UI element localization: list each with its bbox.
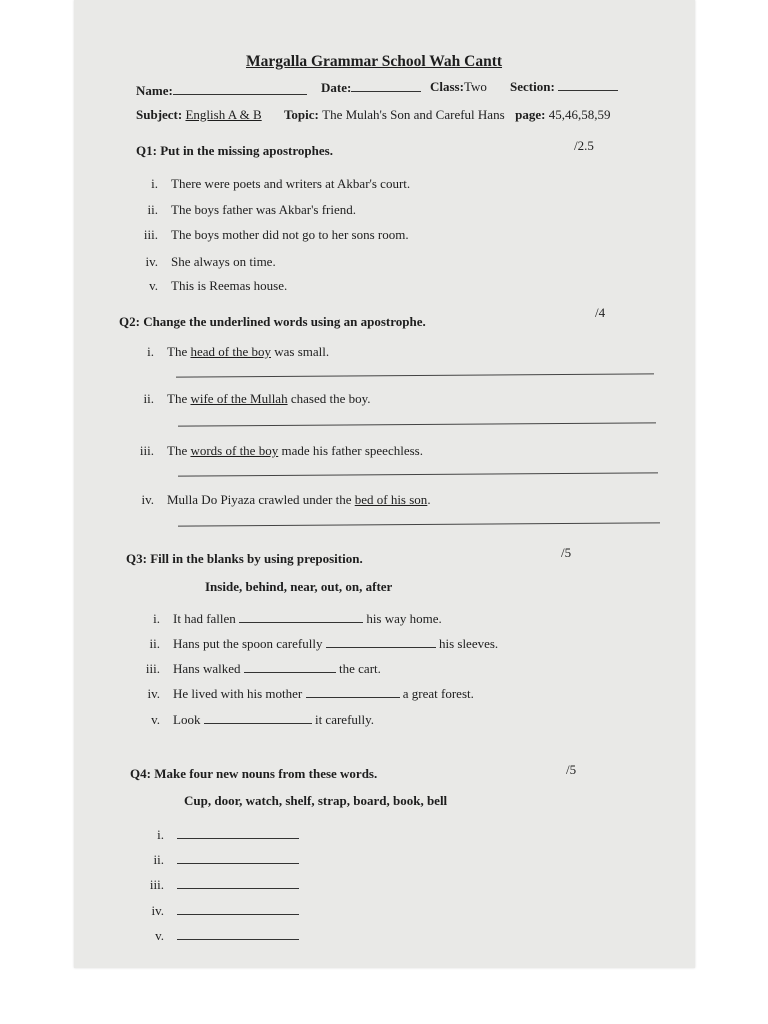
q1-item: iii. The boys mother did not go to her sons room.	[143, 227, 409, 242]
q1-item: v. This is Reemas house.	[149, 278, 288, 293]
q4-title: Q4: Make four new nouns from these words.	[130, 766, 378, 781]
page-value: 45,46,58,59	[548, 107, 611, 122]
q1-item: iv. She always on time.	[145, 254, 276, 269]
q4-item: iii.	[140, 877, 299, 893]
subject-value: English A & B	[185, 107, 262, 122]
q4-blank[interactable]	[177, 877, 299, 889]
date-label: Date:	[321, 80, 352, 95]
q1-item: i. There were poets and writers at Akbar's court.	[151, 176, 411, 191]
q2-item: iv. Mulla Do Piyaza crawled under the bed of his son.	[141, 492, 431, 507]
q4-item: i.	[140, 827, 299, 843]
q3-item: iii. Hans walked the cart.	[145, 661, 381, 676]
q4-item: v.	[140, 928, 299, 944]
subject-label: Subject:	[136, 107, 183, 122]
q4-blank[interactable]	[177, 827, 299, 839]
q4-item: ii.	[140, 852, 299, 868]
q4-blank[interactable]	[177, 903, 299, 915]
name-field	[136, 83, 307, 99]
q1-title: Q1: Put in the missing apostrophes.	[136, 143, 333, 158]
q4-marks: /5	[566, 762, 577, 777]
q2-item: iii. The words of the boy made his father speechless.	[139, 443, 423, 458]
q4-blank[interactable]	[177, 928, 299, 940]
q3-blank[interactable]	[306, 686, 400, 698]
q3-title: Q3: Fill in the blanks by using preposition.	[126, 551, 363, 566]
q3-item: i. It had fallen his way home.	[153, 611, 442, 626]
q3-marks: /5	[561, 545, 572, 560]
page-label: page:	[515, 107, 546, 122]
q2-title: Q2: Change the underlined words using an apostrophe.	[119, 314, 426, 329]
q3-blank[interactable]	[239, 611, 363, 623]
q3-item: v. Look it carefully.	[151, 712, 375, 727]
q4-item: iv.	[140, 903, 299, 919]
section-field	[510, 79, 618, 95]
q3-item: ii. Hans put the spoon carefully his sleeves.	[149, 636, 499, 651]
q2-item: ii. The wife of the Mullah chased the boy.	[143, 391, 371, 406]
q4-word-bank: Cup, door, watch, shelf, strap, board, book, bell	[184, 793, 448, 808]
q3-word-bank: Inside, behind, near, out, on, after	[205, 579, 393, 594]
name-blank[interactable]	[173, 83, 307, 95]
topic-label: Topic:	[283, 107, 319, 122]
q3-item: iv. He lived with his mother a great forest.	[147, 686, 474, 701]
section-blank[interactable]	[558, 79, 618, 91]
class-label: Class:	[430, 79, 464, 94]
q3-blank[interactable]	[204, 712, 312, 724]
school-name: Margalla Grammar School Wah Cantt	[246, 53, 503, 70]
class-field	[430, 79, 487, 95]
q3-blank[interactable]	[326, 636, 436, 648]
section-label: Section:	[510, 79, 555, 94]
class-value: Two	[463, 79, 487, 94]
date-field	[321, 80, 421, 96]
q2-item: i. The head of the boy was small.	[147, 344, 330, 359]
q1-item: ii. The boys father was Akbar's friend.	[147, 202, 357, 217]
q4-blank[interactable]	[177, 852, 299, 864]
date-blank[interactable]	[351, 80, 421, 92]
q2-marks: /4	[595, 305, 606, 320]
name-label: Name:	[136, 83, 173, 98]
q3-blank[interactable]	[244, 661, 336, 673]
q1-marks: /2.5	[574, 138, 594, 153]
topic-value: The Mulah's Son and Careful Hans	[322, 107, 505, 122]
subject-line	[136, 107, 610, 123]
